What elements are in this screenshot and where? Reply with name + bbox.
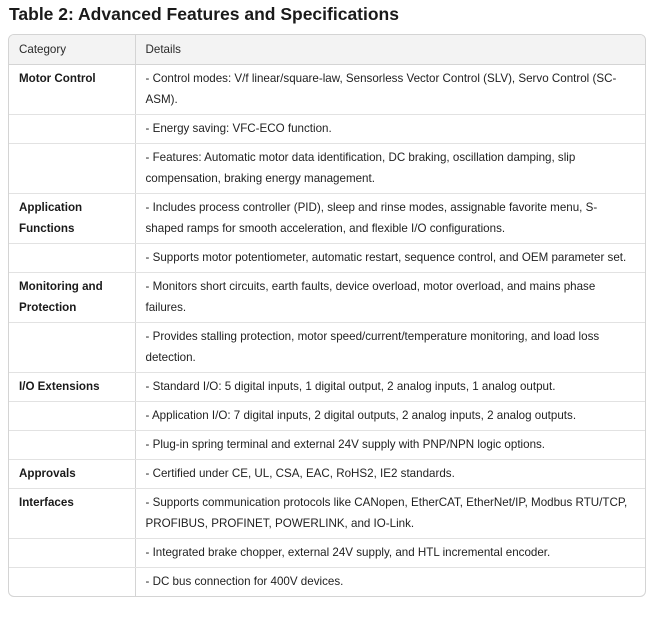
details-cell: - DC bus connection for 400V devices. (135, 568, 645, 597)
category-cell: Motor Control (9, 65, 135, 115)
category-cell (9, 568, 135, 597)
category-cell: Application Functions (9, 194, 135, 244)
table-row (9, 431, 645, 460)
features-table (8, 34, 646, 597)
category-cell: Approvals (9, 460, 135, 489)
table-row (9, 65, 645, 115)
table-row (9, 115, 645, 144)
table-row (9, 194, 645, 244)
table-header-row (9, 35, 645, 65)
details-cell: - Supports motor potentiometer, automatic restart, sequence control, and OEM parameter set. (135, 244, 645, 273)
column-header-details: Details (135, 35, 645, 65)
details-cell: - Certified under CE, UL, CSA, EAC, RoHS2, IE2 standards. (135, 460, 645, 489)
table-row (9, 323, 645, 373)
details-cell: - Provides stalling protection, motor speed/current/temperature monitoring, and load loss detection. (135, 323, 645, 373)
table-title: Table 2: Advanced Features and Specifications (9, 4, 399, 24)
category-cell: Monitoring and Protection (9, 273, 135, 323)
category-cell (9, 539, 135, 568)
details-cell: - Control modes: V/f linear/square-law, Sensorless Vector Control (SLV), Servo Control (SC-ASM). (135, 65, 645, 115)
details-cell: - Includes process controller (PID), sleep and rinse modes, assignable favorite menu, S-shaped ramps for smooth acceleration, and flexible I/O configurations. (135, 194, 645, 244)
category-cell: Interfaces (9, 489, 135, 539)
details-cell: - Energy saving: VFC-ECO function. (135, 115, 645, 144)
category-cell: I/O Extensions (9, 373, 135, 402)
column-header-category: Category (9, 35, 135, 65)
details-cell: - Features: Automatic motor data identification, DC braking, oscillation damping, slip compensation, braking energy management. (135, 144, 645, 194)
table-row (9, 402, 645, 431)
details-cell: - Monitors short circuits, earth faults, device overload, motor overload, and mains phase failures. (135, 273, 645, 323)
table-row (9, 244, 645, 273)
table-row (9, 373, 645, 402)
category-cell (9, 115, 135, 144)
details-cell: - Integrated brake chopper, external 24V supply, and HTL incremental encoder. (135, 539, 645, 568)
category-cell (9, 323, 135, 373)
table-row (9, 568, 645, 597)
details-cell: - Plug-in spring terminal and external 24V supply with PNP/NPN logic options. (135, 431, 645, 460)
table-row (9, 489, 645, 539)
category-cell (9, 402, 135, 431)
category-cell (9, 244, 135, 273)
category-cell (9, 431, 135, 460)
category-cell (9, 144, 135, 194)
table-row (9, 460, 645, 489)
details-cell: - Standard I/O: 5 digital inputs, 1 digital output, 2 analog inputs, 1 analog output. (135, 373, 645, 402)
table-row (9, 539, 645, 568)
table-row (9, 273, 645, 323)
table-row (9, 144, 645, 194)
details-cell: - Supports communication protocols like CANopen, EtherCAT, EtherNet/IP, Modbus RTU/TCP, PROFIBUS, PROFINET, POWERLINK, and IO-Link. (135, 489, 645, 539)
details-cell: - Application I/O: 7 digital inputs, 2 digital outputs, 2 analog inputs, 2 analog outputs. (135, 402, 645, 431)
